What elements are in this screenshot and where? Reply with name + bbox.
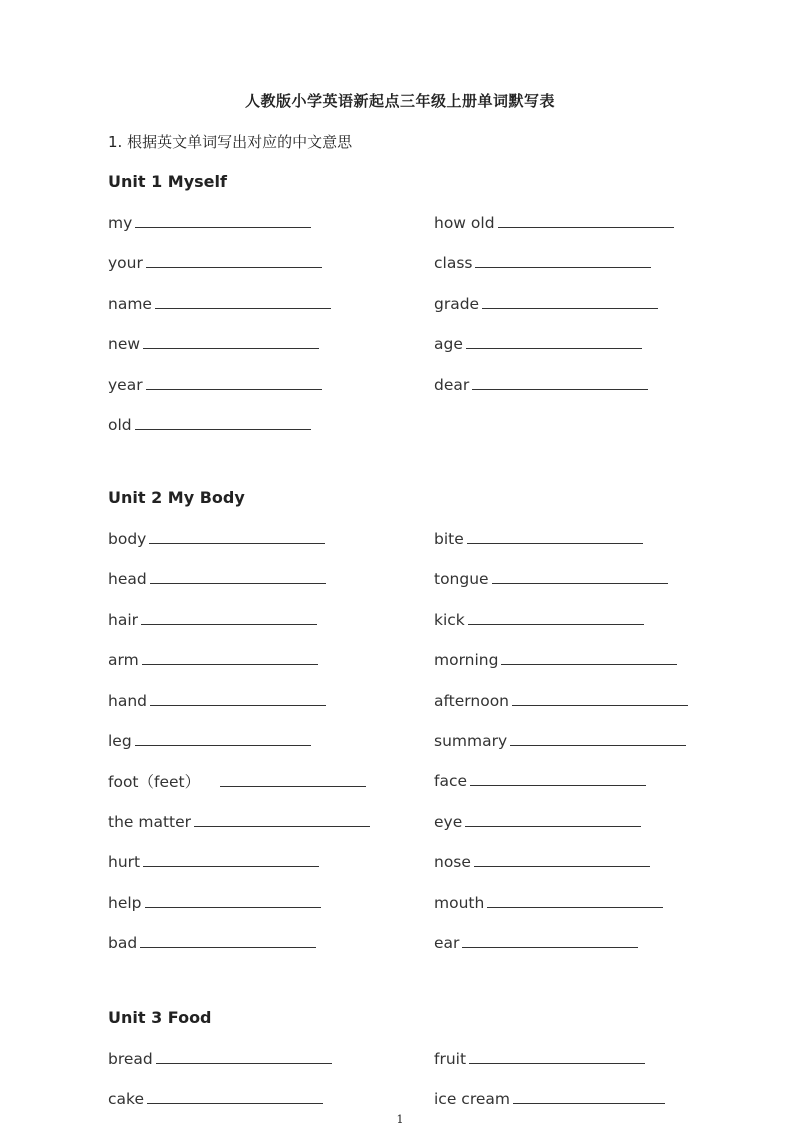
answer-blank[interactable]: [492, 568, 668, 584]
answer-blank[interactable]: [146, 374, 322, 390]
vocab-entry: [434, 252, 651, 272]
vocab-word: old: [108, 416, 132, 434]
vocab-entry: [434, 293, 658, 313]
answer-blank[interactable]: [149, 528, 325, 544]
vocab-entry: [434, 811, 641, 831]
vocab-word: your: [108, 254, 143, 273]
answer-blank[interactable]: [143, 333, 319, 349]
answer-blank[interactable]: [135, 212, 311, 228]
answer-blank[interactable]: [482, 293, 658, 309]
vocab-entry: [434, 1048, 645, 1068]
answer-blank[interactable]: [220, 771, 366, 787]
answer-blank[interactable]: [475, 252, 651, 268]
answer-blank[interactable]: [135, 414, 311, 430]
answer-blank[interactable]: [146, 252, 322, 268]
vocab-entry: [108, 690, 326, 710]
vocab-word: mouth: [434, 893, 485, 912]
vocab-entry: [434, 333, 642, 353]
answer-blank[interactable]: [474, 851, 650, 867]
vocab-entry: [108, 1048, 332, 1068]
vocab-entry: [434, 932, 638, 952]
answer-blank[interactable]: [135, 730, 311, 746]
answer-blank[interactable]: [141, 609, 317, 625]
answer-blank[interactable]: [140, 932, 316, 948]
vocab-entry: [434, 568, 668, 588]
answer-blank[interactable]: [466, 333, 642, 349]
answer-blank[interactable]: [472, 374, 648, 390]
vocab-word: help: [108, 893, 142, 912]
vocab-word: foot（feet）: [108, 773, 201, 792]
vocab-entry: [108, 932, 316, 952]
page-number: 1: [396, 1113, 404, 1126]
vocab-entry: [434, 690, 688, 710]
vocab-entry: [108, 212, 311, 232]
vocab-word: how old: [434, 214, 495, 232]
vocab-entry: [108, 1088, 323, 1108]
answer-blank[interactable]: [156, 1048, 332, 1064]
vocab-word: afternoon: [434, 691, 510, 710]
answer-blank[interactable]: [510, 730, 686, 746]
unit-heading: Unit 1 Myself: [108, 172, 227, 191]
vocab-entry: [108, 730, 311, 750]
answer-blank[interactable]: [155, 293, 331, 309]
vocab-entry: [108, 374, 322, 394]
vocab-word: new: [108, 335, 141, 354]
vocab-word: grade: [434, 294, 480, 313]
vocab-word: cake: [108, 1090, 144, 1109]
vocab-word: face: [434, 772, 468, 791]
vocab-word: bread: [108, 1050, 153, 1068]
vocab-entry: [108, 252, 322, 272]
vocab-word: age: [434, 335, 463, 354]
instruction: 1. 根据英文单词写出对应的中文意思: [108, 133, 353, 151]
answer-blank[interactable]: [487, 892, 663, 908]
answer-blank[interactable]: [150, 568, 326, 584]
answer-blank[interactable]: [150, 690, 326, 706]
vocab-entry: [434, 649, 677, 669]
vocab-word: tongue: [434, 570, 489, 589]
answer-blank[interactable]: [143, 851, 319, 867]
answer-blank[interactable]: [470, 770, 646, 786]
answer-blank[interactable]: [147, 1088, 323, 1104]
vocab-word: the matter: [108, 812, 192, 831]
vocab-entry: [434, 528, 643, 548]
vocab-word: head: [108, 570, 147, 589]
answer-blank[interactable]: [465, 811, 641, 827]
vocab-entry: [434, 851, 650, 871]
answer-blank[interactable]: [142, 649, 318, 665]
vocab-word: hand: [108, 691, 147, 710]
vocab-word: hurt: [108, 853, 141, 872]
unit-heading: Unit 2 My Body: [108, 488, 245, 507]
vocab-entry: [434, 1088, 665, 1108]
vocab-entry: [434, 374, 648, 394]
vocab-entry: [108, 770, 366, 792]
answer-blank[interactable]: [513, 1088, 665, 1104]
vocab-entry: [434, 770, 646, 790]
vocab-entry: [108, 649, 318, 669]
vocab-word: eye: [434, 812, 463, 831]
vocab-word: ice cream: [434, 1090, 510, 1109]
vocab-entry: [434, 892, 663, 912]
vocab-word: bite: [434, 530, 464, 548]
unit-heading: Unit 3 Food: [108, 1008, 212, 1027]
vocab-word: class: [434, 254, 473, 273]
vocab-word: summary: [434, 732, 508, 750]
vocab-word: bad: [108, 934, 138, 952]
vocab-word: name: [108, 294, 152, 313]
vocab-entry: [108, 609, 317, 629]
answer-blank[interactable]: [468, 609, 644, 625]
vocab-word: hair: [108, 610, 139, 629]
answer-blank[interactable]: [467, 528, 643, 544]
vocab-word: ear: [434, 934, 460, 952]
vocab-word: body: [108, 530, 147, 548]
vocab-entry: [108, 293, 331, 313]
vocab-entry: [108, 568, 326, 588]
vocab-entry: [108, 811, 370, 831]
vocab-entry: [108, 851, 319, 871]
vocab-word: morning: [434, 651, 499, 670]
vocab-entry: [434, 730, 686, 750]
vocab-word: fruit: [434, 1050, 467, 1068]
vocab-word: dear: [434, 375, 470, 394]
vocab-entry: [108, 892, 321, 912]
vocab-word: leg: [108, 732, 132, 750]
answer-blank[interactable]: [194, 811, 370, 827]
vocab-word: kick: [434, 610, 465, 629]
vocab-entry: [434, 212, 674, 232]
vocab-word: my: [108, 214, 133, 232]
answer-blank[interactable]: [512, 690, 688, 706]
answer-blank[interactable]: [469, 1048, 645, 1064]
answer-blank[interactable]: [145, 892, 321, 908]
vocab-entry: [434, 609, 644, 629]
page-title: 人教版小学英语新起点三年级上册单词默写表: [244, 92, 555, 110]
vocab-entry: [108, 333, 319, 353]
vocab-word: arm: [108, 651, 139, 670]
vocab-word: year: [108, 375, 143, 394]
vocab-word: nose: [434, 853, 471, 872]
vocab-entry: [108, 528, 325, 548]
answer-blank[interactable]: [501, 649, 677, 665]
vocab-entry: [108, 414, 311, 434]
answer-blank[interactable]: [462, 932, 638, 948]
answer-blank[interactable]: [498, 212, 674, 228]
